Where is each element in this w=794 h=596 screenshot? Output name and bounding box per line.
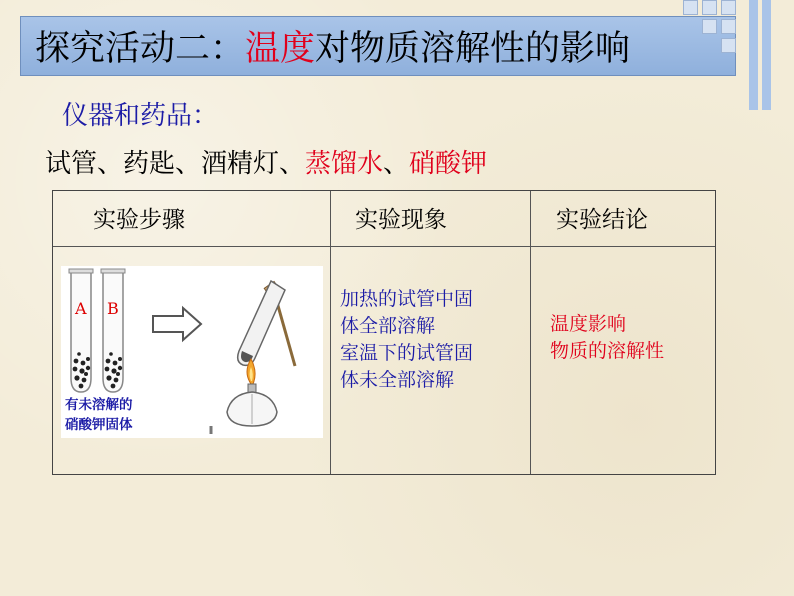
phenomenon-line: 室温下的试管固 <box>340 342 474 364</box>
arrow-icon <box>153 308 201 340</box>
materials-line: 试管、药匙、酒精灯、蒸馏水、硝酸钾 <box>45 149 488 179</box>
decoration-bar <box>762 0 771 110</box>
experiment-table <box>52 190 716 475</box>
header-steps: 实验步骤 <box>93 207 185 233</box>
decoration-square <box>721 0 736 15</box>
decoration-square <box>721 38 736 53</box>
decoration-square <box>702 0 717 15</box>
title-highlight: 温度 <box>245 29 316 69</box>
heating-apparatus <box>211 281 295 434</box>
decoration-square <box>721 19 736 34</box>
table-divider <box>53 246 715 247</box>
title-bar <box>20 16 736 76</box>
subtitle: 仪器和药品： <box>62 101 219 131</box>
decoration-square <box>683 0 698 15</box>
tube-b-label: B <box>107 299 119 318</box>
test-tube-b <box>101 269 125 392</box>
experiment-figure <box>61 266 323 438</box>
decoration-bar <box>749 0 758 110</box>
phenomenon-line: 体未全部溶解 <box>340 369 455 391</box>
test-tube-a <box>69 269 93 392</box>
figure-caption: 有未溶解的 硝酸钾固体 <box>65 395 175 435</box>
page-title: 探究活动二：温度对物质溶解性的影响 <box>35 29 631 69</box>
decoration-square <box>702 19 717 34</box>
phenomenon-line: 加热的试管中固 <box>340 288 474 310</box>
conclusion-cell <box>550 311 664 365</box>
header-phenomenon: 实验现象 <box>355 207 447 233</box>
table-divider <box>330 191 331 474</box>
tube-a-label: A <box>75 299 87 318</box>
conclusion-line: 温度影响 <box>550 313 627 335</box>
phenomenon-cell <box>340 286 540 394</box>
phenomenon-line: 体全部溶解 <box>340 315 436 337</box>
conclusion-line: 物质的溶解性 <box>550 340 665 362</box>
header-conclusion: 实验结论 <box>556 207 648 233</box>
